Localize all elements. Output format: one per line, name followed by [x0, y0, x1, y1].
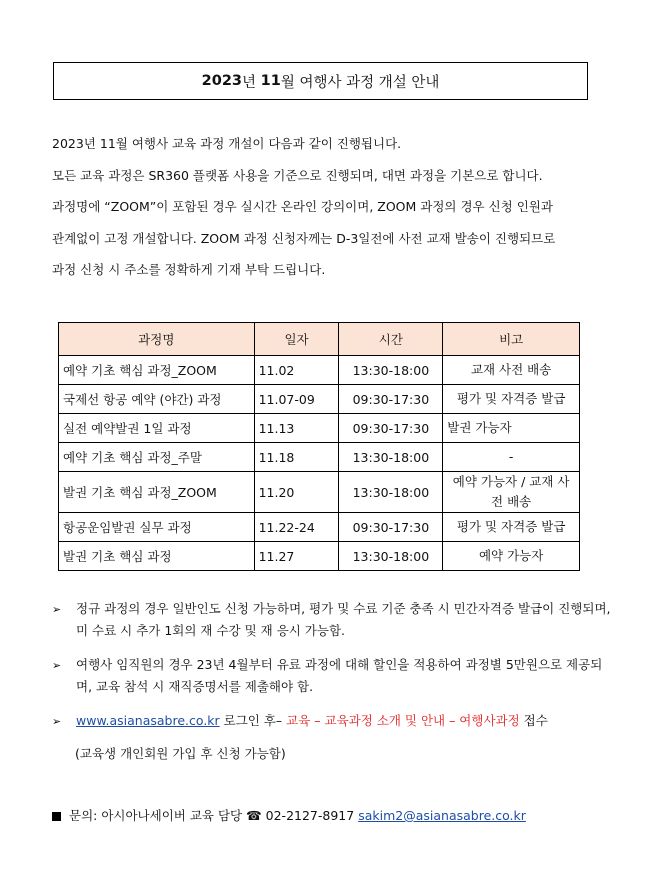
intro-line: 과정명에 “ZOOM”이 포함된 경우 실시간 온라인 강의이며, ZOOM 과정의 경우 신청 인원과: [52, 199, 553, 214]
arrow-bullet-icon: ➢: [52, 715, 62, 728]
table-header-row: [59, 323, 580, 356]
course-time: 13:30-18:00: [339, 472, 443, 513]
header-date: 일자: [254, 323, 339, 356]
course-note: 예약 가능자 / 교재 사전 배송: [443, 472, 580, 513]
course-date: 11.20: [254, 472, 339, 513]
table-row: [59, 443, 580, 472]
title-rest: 여행사 과정 개설 안내: [299, 74, 440, 91]
course-date: 11.22-24: [254, 513, 339, 542]
course-date: 11.07-09: [254, 385, 339, 414]
page-title: [53, 62, 588, 100]
bullet-text-end: 접수: [519, 713, 548, 728]
contact-label: 문의: 아시아나세이버 교육 담당: [69, 808, 243, 823]
header-course-name: 과정명: [59, 323, 255, 356]
title-month-suffix: 월: [280, 74, 295, 91]
phone-icon: ☎: [246, 808, 262, 823]
course-name: 국제선 항공 예약 (야간) 과정: [59, 385, 255, 414]
course-note: 교재 사전 배송: [443, 356, 580, 385]
header-time: 시간: [339, 323, 443, 356]
course-name: 실전 예약발권 1일 과정: [59, 414, 255, 443]
table-row: [59, 414, 580, 443]
website-link[interactable]: www.asianasabre.co.kr: [76, 713, 220, 728]
table-row: [59, 513, 580, 542]
table-row: [59, 356, 580, 385]
course-date: 11.18: [254, 443, 339, 472]
table-row: [59, 472, 580, 513]
bullet-text-mid: 로그인 후–: [219, 713, 287, 728]
table-row: [59, 542, 580, 571]
bullet-text: 여행사 임직원의 경우 23년 4월부터 유료 과정에 대해 할인을 적용하여 과정별 5만원으로 제공되며, 교육 참석 시 재직증명서를 제출해야 함.: [76, 657, 603, 694]
course-schedule-table: [58, 322, 580, 571]
course-time: 13:30-18:00: [339, 443, 443, 472]
course-time: 09:30-17:30: [339, 385, 443, 414]
course-name: 예약 기초 핵심 과정_ZOOM: [59, 356, 255, 385]
title-month: 11: [260, 73, 281, 89]
intro-line: 모든 교육 과정은 SR360 플랫폼 사용을 기준으로 진행되며, 대면 과정을 기본으로 합니다.: [52, 167, 543, 183]
course-note: 발권 가능자: [443, 414, 580, 443]
course-note: 평가 및 자격증 발급: [443, 513, 580, 542]
arrow-bullet-icon: ➢: [52, 603, 62, 616]
table-row: [59, 385, 580, 414]
course-name: 발권 기초 핵심 과정_ZOOM: [59, 472, 255, 513]
course-time: 13:30-18:00: [339, 356, 443, 385]
course-note: -: [443, 443, 580, 472]
bullet-item: [52, 710, 612, 733]
title-year-suffix: 년: [242, 74, 257, 91]
bullet-item: [52, 598, 612, 642]
contact-email-link[interactable]: sakim2@asianasabre.co.kr: [358, 808, 526, 823]
course-name: 항공운임발권 실무 과정: [59, 513, 255, 542]
signup-note: (교육생 개인회원 가입 후 신청 가능함): [75, 746, 286, 761]
course-time: 09:30-17:30: [339, 414, 443, 443]
intro-text: [52, 128, 612, 286]
course-note: 예약 가능자: [443, 542, 580, 571]
intro-line: 관계없이 고정 개설합니다. ZOOM 과정 신청자께는 D-3일전에 사전 교재 발송이 진행되므로: [52, 230, 556, 246]
course-date: 11.13: [254, 414, 339, 443]
header-note: 비고: [443, 323, 580, 356]
contact-line: [52, 806, 526, 824]
course-date: 11.02: [254, 356, 339, 385]
bullet-text: 정규 과정의 경우 일반인도 신청 가능하며, 평가 및 수료 기준 충족 시 민간자격증 발급이 진행되며, 미 수료 시 추가 1회의 재 수강 및 재 응시 가능함.: [76, 601, 611, 638]
course-note: 평가 및 자격증 발급: [443, 385, 580, 414]
contact-phone: 02-2127-8917: [265, 808, 355, 823]
square-bullet-icon: [52, 812, 61, 821]
bullet-text: [76, 710, 612, 733]
course-time: 13:30-18:00: [339, 542, 443, 571]
menu-path-text: 교육 – 교육과정 소개 및 안내 – 여행사과정: [286, 713, 520, 728]
course-time: 09:30-17:30: [339, 513, 443, 542]
course-name: 발권 기초 핵심 과정: [59, 542, 255, 571]
arrow-bullet-icon: ➢: [52, 659, 62, 672]
title-year: 2023: [201, 73, 243, 89]
intro-line: 2023년 11월 여행사 교육 과정 개설이 다음과 같이 진행됩니다.: [52, 136, 402, 151]
notice-bullets: [52, 598, 612, 745]
intro-line: 과정 신청 시 주소를 정확하게 기재 부탁 드립니다.: [52, 262, 326, 277]
course-date: 11.27: [254, 542, 339, 571]
course-name: 예약 기초 핵심 과정_주말: [59, 443, 255, 472]
bullet-item: [52, 654, 612, 698]
